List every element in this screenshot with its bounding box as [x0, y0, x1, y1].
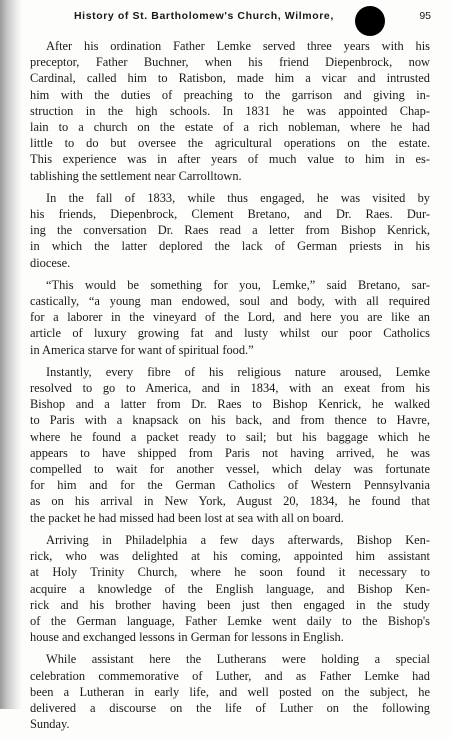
page-number: 95 [419, 10, 431, 22]
text-line: house and exchanged lessons in German for lessons in English. [30, 630, 344, 645]
text-line: struction in the high schools. In 1831 he was appointed Chap- [30, 103, 430, 118]
text-line: little to do but oversee the agricultural operations on the estate. [30, 136, 430, 151]
paragraph [30, 651, 430, 732]
paragraph [30, 532, 430, 645]
text-line: After his ordination Father Lemke served three years with his [46, 39, 430, 53]
text-line: where he found a packet ready to sail; but his baggage which he [30, 429, 430, 444]
text-line: Arriving in Philadelphia a few days afterwards, Bishop Ken- [46, 532, 430, 547]
text-line: appears to have shipped from Paris not having arrived, he was [30, 445, 430, 460]
text-line: acquire a knowledge of the English language, and Bishop Ken- [30, 581, 430, 596]
text-line: as on his arrival in New York, August 20, 1834, he found that [30, 494, 430, 509]
page-header [40, 9, 431, 27]
text-line: article of luxury growing fat and lusty whilst our poor Catholics [30, 326, 430, 341]
paragraph [30, 277, 430, 358]
text-line: of the German language, Father Lemke went daily to the Bishop's [30, 613, 430, 628]
text-line: the packet he had missed had been lost at sea with all on board. [30, 510, 344, 525]
text-line: diocese. [30, 255, 71, 270]
text-line: This experience was in after years of much value to him in es- [30, 152, 430, 167]
text-line: for a laborer in the vineyard of the Lord, and here you are like an [30, 310, 430, 325]
paragraph [30, 190, 430, 271]
text-line: in America starve for want of spiritual food.” [30, 342, 254, 357]
black-dot-mark [355, 6, 385, 36]
text-line: castically, “a young man endowed, soul and body, with all required [30, 294, 430, 309]
text-line: compelled to wait for another vessel, which delay was fortunate [30, 462, 430, 477]
paragraph [30, 364, 430, 526]
text-line: tablishing the settlement near Carrolltown. [30, 168, 242, 183]
text-line: lain to a church on the estate of a rich nobleman, where he had [30, 120, 430, 135]
text-line: While assistant here the Lutherans were holding a special [46, 652, 430, 667]
text-line: in which the latter deplored the lack of German priests in his [30, 239, 430, 254]
running-title: History of St. Bartholomew's Church, Wilmore, [74, 10, 334, 22]
paragraph [30, 38, 430, 184]
text-line: resolved to go to America, and in 1834, with an exeat from his [30, 381, 430, 396]
text-line: Instantly, every fibre of his religious nature aroused, Lemke [46, 364, 430, 379]
text-line: his friends, Diepenbrock, Clement Bretano, and Dr. Raes. Dur- [30, 207, 430, 222]
page-spine-shadow [0, 0, 22, 709]
text-line: In the fall of 1833, while thus engaged, he was visited by [46, 190, 430, 205]
text-line: rick, who was delighted at his coming, appointed him assistant [30, 549, 430, 564]
text-line: ing the conversation Dr. Raes read a letter from Bishop Kenrick, [30, 223, 430, 238]
text-line: at Holy Trinity Church, where he soon found it necessary to [30, 565, 430, 580]
body-text [30, 38, 430, 738]
text-line: him with the duties of preaching to the garrison and giving in- [30, 87, 430, 102]
text-line: Sunday. [30, 717, 70, 732]
text-line: to Paris with a knapsack on his back, and from thence to Havre, [30, 413, 430, 428]
text-line: Cardinal, called him to Ratisbon, made him a vicar and intrusted [30, 71, 430, 86]
text-line: delivered a discourse on the life of Luther on the following [30, 700, 430, 715]
text-line: for him and for the German Catholics of Western Pennsylvania [30, 478, 430, 493]
text-line: celebration commemorative of Luther, and as Father Lemke had [30, 668, 430, 683]
text-line: preceptor, Father Buchner, when his friend Diepenbrock, now [30, 55, 430, 70]
text-line: “This would be something for you, Lemke,” said Bretano, sar- [46, 277, 430, 292]
text-line: been a Lutheran in early life, and well posted on the subject, he [30, 684, 430, 699]
text-line: rick and his brother having been just then engaged in the study [30, 597, 430, 612]
text-line: Bishop and a latter from Dr. Raes to Bishop Kenrick, he walked [30, 397, 430, 412]
